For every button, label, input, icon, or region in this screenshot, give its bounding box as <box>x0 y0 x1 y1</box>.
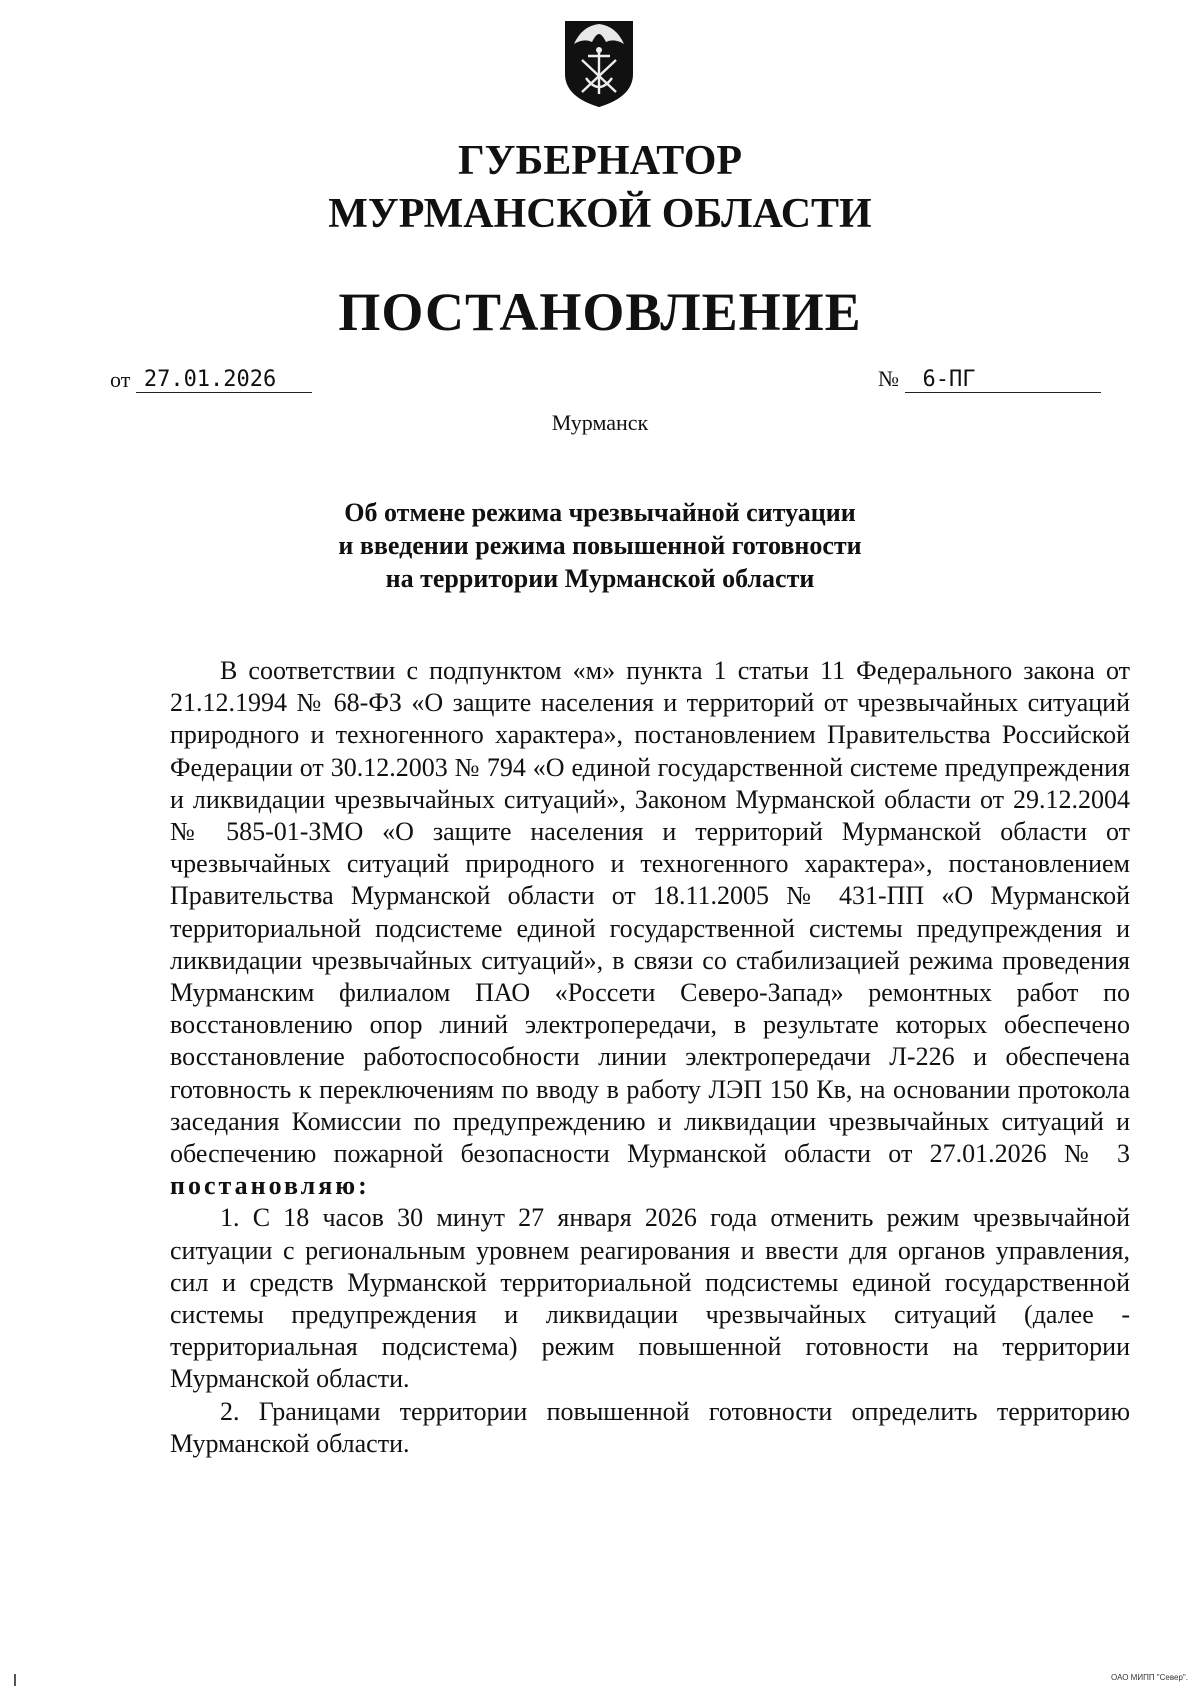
title-line: на территории Мурманской области <box>385 564 815 593</box>
number-label: № <box>878 366 899 391</box>
title-line: Об отмене режима чрезвычайной ситуации <box>344 498 856 527</box>
document-date: 27.01.2026 <box>136 368 312 393</box>
preamble-paragraph <box>170 655 1130 1202</box>
resolve-word: постановляю: <box>170 1171 370 1201</box>
scan-mark <box>14 1674 16 1686</box>
date-field <box>110 366 312 393</box>
document-body <box>170 655 1130 1460</box>
authority-name-line1: ГУБЕРНАТОР <box>457 138 743 184</box>
item-1-paragraph: 1. С 18 часов 30 минут 27 января 2026 года отменить режим чрезвычайной ситуации с региональным уровнем реагирования и ввести для органов управления, сил и средств Мурманской территориальной подсистемы единой государственной системы предупреждения и ликвидации чрезвычайных ситуаций (далее - территориальная подсистема) режим повышенной готовности на территории Мурманской области. <box>170 1203 1130 1394</box>
printer-imprint: ОАО МИПП "Север". <box>1111 1673 1188 1682</box>
number-field <box>878 366 1101 393</box>
document-type: ПОСТАНОВЛЕНИЕ <box>338 282 862 342</box>
preamble-text: В соответствии с подпунктом «м» пункта 1 статьи 11 Федерального закона от 21.12.1994 № 68-ФЗ «О защите населения и территорий от чрезвычайных ситуаций природного и техногенного характера», постановлением Правительства Российской Федерации от 30.12.2003 № 794 «О единой государственной системе предупреждения и ликвидации чрезвычайных ситуаций», Законом Мурманской области от 29.12.2004 № 585-01-ЗМО «О защите населения и территорий Мурманской области от чрезвычайных ситуаций природного и техногенного характера», постановлением Правительства Мурманской области от 18.11.2005 № 431-ПП «О Мурманской территориальной подсистеме единой государственной системы предупреждения и ликвидации чрезвычайных ситуаций», в связи со стабилизацией режима проведения Мурманским филиалом ПАО «Россети Северо-Запад» ремонтных работ по восстановлению опор линий электропередачи, в результате которых обеспечено восстановление работоспособности линии электропередачи Л-226 и обеспечена готовность к переключениям по вводу в работу ЛЭП 150 Кв, на основании протокола заседания Комиссии по предупреждению и ликвидации чрезвычайных ситуаций и обеспечению пожарной безопасности Мурманской области от 27.01.2026 № 3 <box>170 656 1130 1169</box>
city-name: Мурманск <box>551 410 649 435</box>
date-label: от <box>110 367 131 392</box>
item-2-paragraph: 2. Границами территории повышенной готовности определить территорию Мурманской области. <box>170 1396 1130 1458</box>
title-line: и введении режима повышенной готовности <box>338 531 862 560</box>
authority-name-line2: МУРМАНСКОЙ ОБЛАСТИ <box>328 191 872 237</box>
murmansk-coat-of-arms-icon <box>562 12 636 108</box>
document-number: 6-ПГ <box>905 368 1101 393</box>
document-title <box>0 496 1200 595</box>
